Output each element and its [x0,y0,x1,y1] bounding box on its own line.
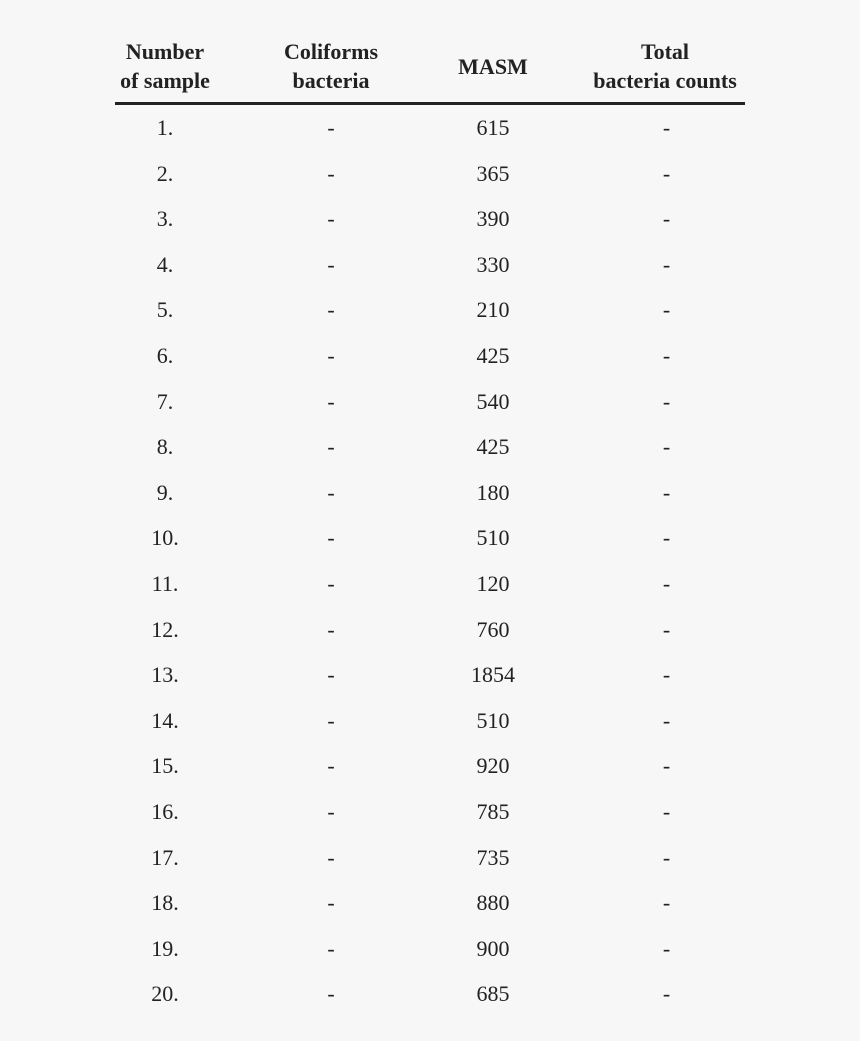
cell-total-counts: - [662,160,671,186]
cell-masm: 120 [476,570,510,596]
cell-masm: 330 [476,251,510,277]
cell-masm: 540 [476,388,510,414]
cell-sample-number: 16. [151,798,179,824]
cell-total-counts: - [662,297,671,323]
cell-total-counts: - [662,525,671,551]
cell-total-counts: - [662,753,671,779]
cell-coliforms: - [327,342,335,368]
cell-coliforms: - [327,890,335,916]
header-line: Coliforms [283,39,379,64]
table-row [115,971,745,1017]
cell-coliforms: - [327,798,335,824]
table-row [115,379,745,425]
table-row [115,698,745,744]
data-table [115,36,745,1007]
cell-total-counts: - [662,798,671,824]
cell-total-counts: - [662,707,671,733]
cell-coliforms: - [327,981,335,1007]
cell-sample-number: 8. [156,434,174,460]
cell-coliforms: - [327,251,335,277]
header-line: of sample [120,68,210,93]
header-line: bacteria counts [593,68,737,93]
table-row [115,151,745,197]
cell-total-counts: - [662,206,671,232]
cell-total-counts: - [662,890,671,916]
cell-sample-number: 5. [156,297,174,323]
table-row [115,470,745,516]
cell-total-counts: - [662,434,671,460]
cell-coliforms: - [327,434,335,460]
cell-masm: 685 [476,981,510,1007]
cell-total-counts: - [662,935,671,961]
cell-sample-number: 17. [151,844,179,870]
cell-total-counts: - [662,251,671,277]
cell-coliforms: - [327,844,335,870]
table-row [115,333,745,379]
cell-masm: 735 [476,844,510,870]
table-row [115,743,745,789]
cell-sample-number: 7. [156,388,174,414]
cell-total-counts: - [662,844,671,870]
cell-sample-number: 13. [151,662,179,688]
header-number-of-sample [115,36,215,96]
cell-masm: 510 [476,707,510,733]
table-row [115,196,745,242]
header-line: bacteria [292,68,370,93]
cell-coliforms: - [327,707,335,733]
table-row [115,105,745,151]
cell-masm: 365 [476,160,510,186]
cell-masm: 900 [476,935,510,961]
cell-total-counts: - [662,616,671,642]
cell-sample-number: 1. [156,115,174,140]
table-header [115,36,745,102]
cell-coliforms: - [327,297,335,323]
cell-total-counts: - [662,479,671,505]
header-line: Total [640,39,690,64]
cell-sample-number: 6. [156,342,174,368]
cell-coliforms: - [327,206,335,232]
cell-sample-number: 18. [151,890,179,916]
cell-coliforms: - [327,160,335,186]
cell-coliforms: - [327,115,335,140]
cell-masm: 920 [476,753,510,779]
table-row [115,652,745,698]
cell-masm: 615 [476,115,510,140]
cell-sample-number: 12. [151,616,179,642]
table-row [115,242,745,288]
cell-coliforms: - [327,388,335,414]
cell-sample-number: 15. [151,753,179,779]
cell-sample-number: 9. [156,479,174,505]
table-row [115,607,745,653]
cell-sample-number: 10. [151,525,179,551]
cell-masm: 180 [476,479,510,505]
cell-total-counts: - [662,662,671,688]
cell-sample-number: 3. [156,206,174,232]
cell-masm: 510 [476,525,510,551]
cell-total-counts: - [662,342,671,368]
cell-masm: 1854 [471,662,515,688]
cell-total-counts: - [662,388,671,414]
header-total-bacteria-counts [585,36,745,96]
cell-sample-number: 19. [151,935,179,961]
cell-coliforms: - [327,616,335,642]
cell-coliforms: - [327,753,335,779]
cell-coliforms: - [327,479,335,505]
table-row [115,287,745,333]
cell-coliforms: - [327,525,335,551]
header-masm [443,36,543,96]
cell-total-counts: - [662,115,671,140]
table-row [115,515,745,561]
cell-masm: 425 [476,434,510,460]
table-row [115,926,745,972]
cell-coliforms: - [327,662,335,688]
table-row [115,835,745,881]
table-row [115,424,745,470]
table-body [115,105,745,1017]
cell-masm: 210 [476,297,510,323]
cell-sample-number: 11. [151,570,179,596]
cell-masm: 425 [476,342,510,368]
header-coliforms-bacteria [281,36,381,96]
cell-sample-number: 4. [156,251,174,277]
table-row [115,561,745,607]
cell-total-counts: - [662,981,671,1007]
cell-sample-number: 14. [151,707,179,733]
cell-masm: 785 [476,798,510,824]
cell-masm: 880 [476,890,510,916]
cell-masm: 390 [476,206,510,232]
table-row [115,789,745,835]
table-row [115,880,745,926]
cell-coliforms: - [327,935,335,961]
cell-sample-number: 2. [156,160,174,186]
cell-coliforms: - [327,570,335,596]
cell-sample-number: 20. [151,981,179,1007]
cell-total-counts: - [662,570,671,596]
header-line: Number [125,39,205,64]
header-line: MASM [458,53,528,79]
cell-masm: 760 [476,616,510,642]
